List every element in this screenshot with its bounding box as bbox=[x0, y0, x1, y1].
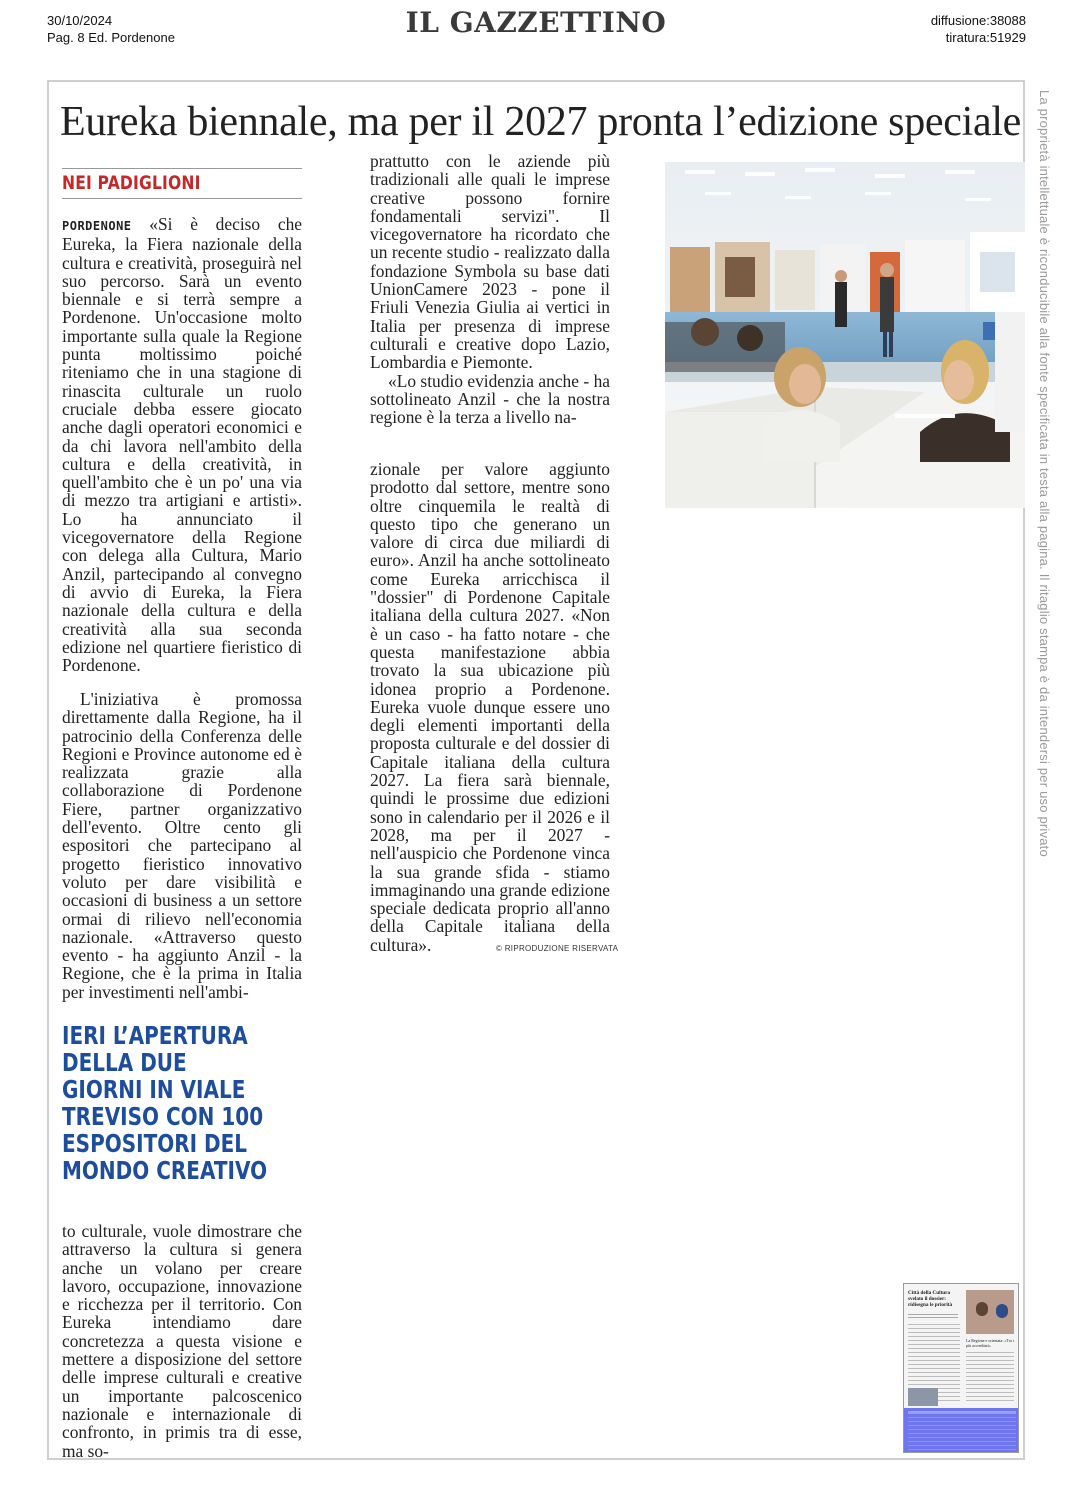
article-paragraph: to culturale, vuole dimostrare che attraverso la cultura si genera anche un volano per creare lavoro, occupazione, innovazione e ricchezza per il territorio. Con Eureka intendiamo dare concretezza a questa visione e mettere a disposizione del settore delle imprese culturali e creative un importante palcoscenico nazionale e internazionale di confronto, in primis tra di esse, ma so- bbox=[62, 1221, 302, 1461]
fair-pavilion-photo bbox=[665, 162, 1025, 508]
copyright-side-note bbox=[1032, 90, 1072, 910]
article-paragraph: «Lo studio evidenzia anche - ha sottolineato Anzil - che la nostra regione è la terza a livello na- bbox=[370, 370, 610, 428]
page-thumbnail bbox=[903, 1283, 1019, 1453]
article-paragraph: prattutto con le aziende più tradizionali alle quali le imprese creative possono fornire fondamentali servizi". Il vicegovernatore ha ricordato che un recente studio - realizzato dalla fondazione Symbola su base dati UnionCamere 2023 - pone il Friuli Venezia Giulia ai vertici in Italia per presenza di imprese culturali e creative dopo Lazio, Lombardia e Piemonte. bbox=[370, 151, 610, 373]
article-paragraph: zionale per valore aggiunto prodotto dal settore, mentre sono oltre cinquemila le realtà di questo tipo che generano un valore di circa due miliardi di euro». Anzil ha anche sottolineato come Eureka arricchisca il "dossier" di Pordenone Capitale italiana della cultura 2027. «Non è un caso - ha fatto notare - che questa manifestazione abbia trovato la sua ubicazione più idonea proprio a Pordenone. Eureka vuole dunque essere uno degli elementi importanti della proposta culturale e del dossier di Capitale italiana della cultura 2027. La fiera sarà biennale, quindi le prossime due edizioni sono in calendario per il 2026 e il 2028, ma per il 2027 - nell'auspicio che Pordenone vinca la sua grande sfida - stiamo immaginando una grande edizione speciale dedicata proprio all'anno della Capitale italiana della cultura». bbox=[370, 459, 611, 955]
thumbnail-line bbox=[908, 1317, 958, 1318]
article-column-1 bbox=[62, 215, 302, 674]
circulation-figure: diffusione:38088 bbox=[930, 13, 1026, 28]
thumbnail-highlight-text bbox=[908, 1417, 1016, 1451]
page-edition: Pag. 8 Ed. Pordenone bbox=[47, 30, 175, 45]
thumbnail-text-block bbox=[966, 1352, 1014, 1404]
thumbnail-small-photo bbox=[908, 1388, 938, 1406]
article-column-2 bbox=[370, 152, 610, 426]
newspaper-masthead: IL GAZZETTINO bbox=[405, 6, 667, 39]
photo-illustration bbox=[665, 162, 1025, 508]
thumbnail-photo-figure bbox=[996, 1304, 1008, 1318]
thumbnail-photo-figure bbox=[976, 1302, 988, 1316]
side-note-text: La proprietà intellettuale è riconducibile alla fonte specificata in testa alla pagina. Il ritaglio stampa è da intendersi per uso privato bbox=[1037, 90, 1052, 857]
kicker-top-rule bbox=[62, 168, 302, 169]
pull-quote: IERI L’APERTURA DELLA DUE GIORNI IN VIALE TREVISO CON 100 ESPOSITORI DEL MONDO CREATIVO bbox=[62, 1021, 268, 1185]
thumbnail-subtitle: La Regione e orientata: «Tra i più accreditati» bbox=[966, 1338, 1014, 1348]
article-column-1-continued bbox=[62, 690, 302, 1001]
article-column-2-continued bbox=[370, 460, 610, 954]
copyright-notice: © RIPRODUZIONE RISERVATA bbox=[496, 944, 619, 953]
publication-date: 30/10/2024 bbox=[47, 13, 113, 28]
article-paragraph bbox=[62, 215, 302, 674]
dateline: PORDENONE bbox=[62, 219, 132, 233]
thumbnail-line bbox=[908, 1314, 958, 1315]
article-headline: Eureka biennale, ma per il 2027 pronta l’edizione speciale bbox=[60, 99, 1022, 145]
kicker-bottom-rule bbox=[62, 198, 302, 199]
article-column-1-bottom bbox=[62, 1222, 302, 1460]
thumbnail-highlight-headline bbox=[908, 1411, 1016, 1414]
thumbnail-title: Città della Cultura svelato il dossier: ridisegna le priorità bbox=[908, 1290, 953, 1308]
page-header-right bbox=[931, 12, 1026, 46]
paragraph-text: «Si è deciso che Eureka, la Fiera nazionale della cultura e creatività, proseguirà nel suo percorso. Sarà un evento biennale e si terrà sempre a Pordenone. Un'occasione molto importante sulla quale la Regione punta moltissimo poiché riteniamo che in una stagione di rinascita culturale un ruolo cruciale debba essere giocato anche dagli operatori economici e da chi lavora nell'ambito della cultura e della creatività, in quell'ambito che è un po' una via di mezzo tra artigiani e artisti». Lo ha annunciato il vicegovernatore della Regione con delega alla Cultura, Mario Anzil, partecipando al convegno di avvio di Eureka, la Fiera nazionale della cultura e della creatività alla sua seconda edizione nel quartiere fieristico di Pordenone. bbox=[62, 214, 302, 676]
print-run-figure: tiratura:51929 bbox=[945, 30, 1026, 45]
article-paragraph: L'iniziativa è promossa direttamente dalla Regione, ha il patrocinio della Conferenza delle Regioni e Province autonome ed è realizzata grazie alla collaborazione di Pordenone Fiere, partner organizzativo dell'evento. Oltre cento gli espositori che partecipano al progetto fieristico innovativo voluto per dare visibilità e occasioni di business a un settore ormai di rilievo nell'economia nazionale. «Attraverso questo evento - ha aggiunto Anzil - la Regione, che è la prima in Italia per investimenti nell'ambi- bbox=[62, 689, 302, 1002]
section-kicker: NEI PADIGLIONI bbox=[62, 172, 201, 194]
